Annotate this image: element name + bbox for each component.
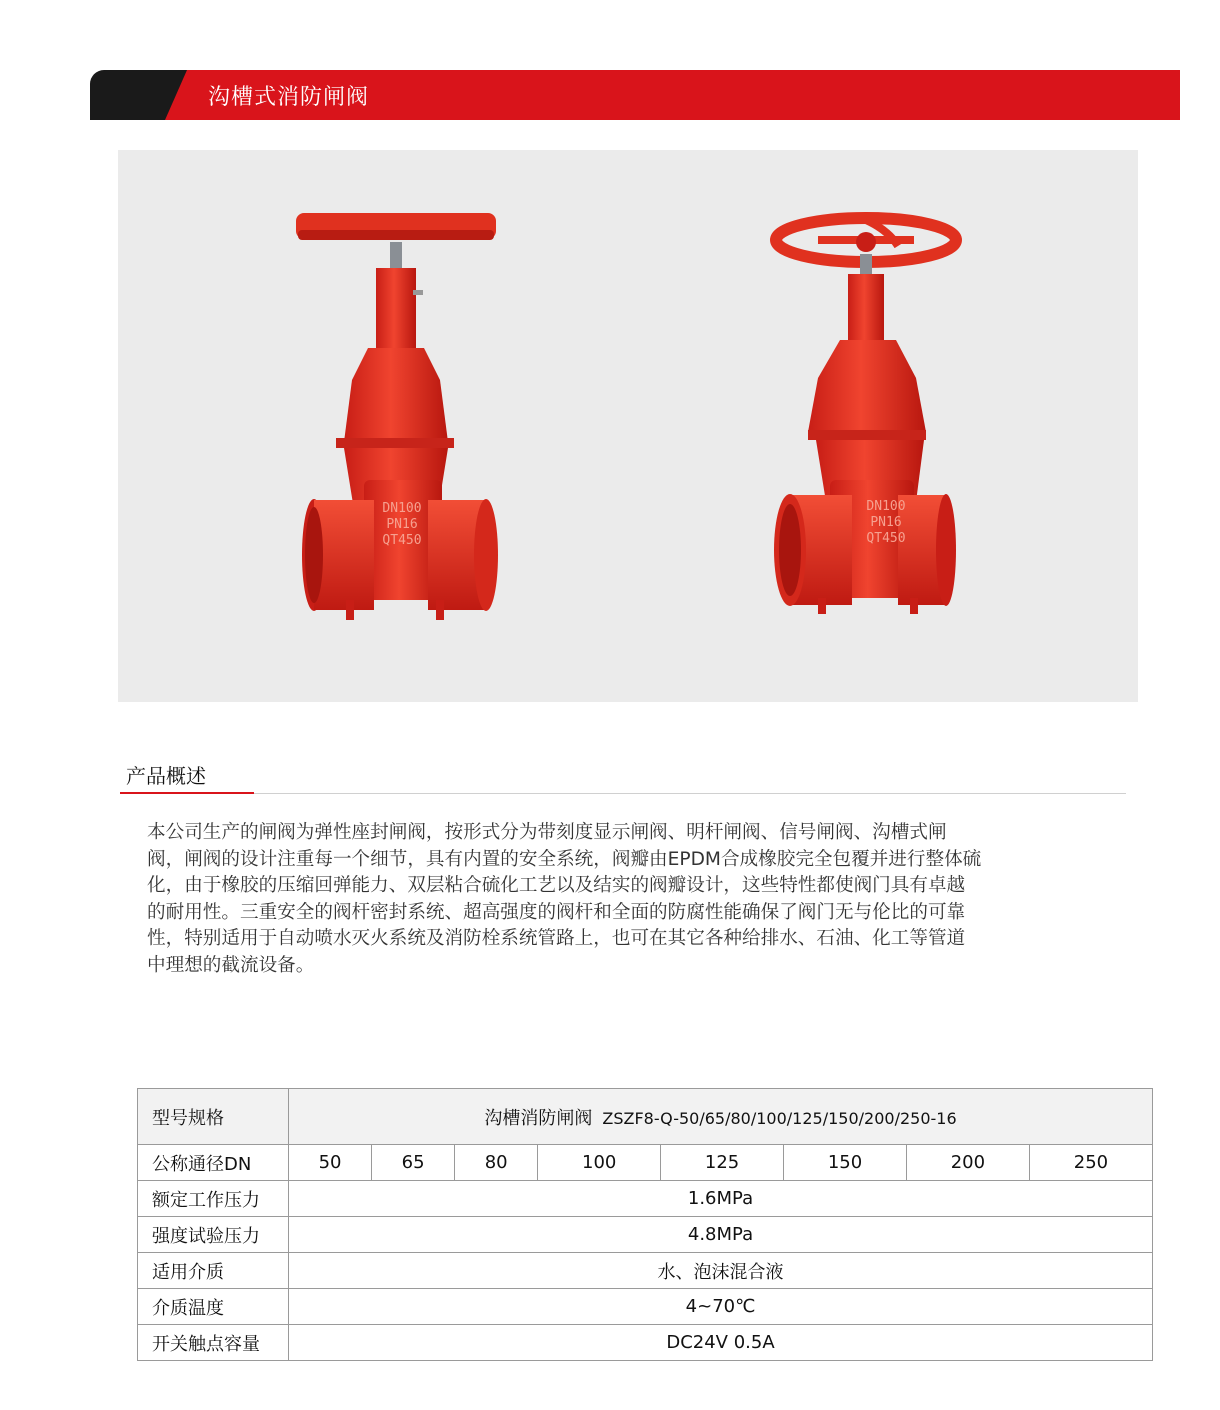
overview-line: 的耐用性。三重安全的阀杆密封系统、超高强度的阀杆和全面的防腐性能确保了阀门无与伦比的可靠 xyxy=(147,901,966,923)
spec-dn-cell: 250 xyxy=(1029,1145,1152,1181)
spec-row-model xyxy=(138,1089,1153,1145)
spec-table xyxy=(137,1088,1153,1361)
spec-model-label: 型号规格 xyxy=(138,1089,289,1145)
spec-dn-cell: 100 xyxy=(538,1145,661,1181)
spec-dn-cell: 50 xyxy=(289,1145,372,1181)
spec-row-value: 1.6MPa xyxy=(289,1181,1153,1217)
valve-left-marking-1: DN100 xyxy=(382,501,422,516)
spec-row-label: 介质温度 xyxy=(138,1289,289,1325)
overview-line: 化，由于橡胶的压缩回弹能力、双层粘合硫化工艺以及结实的阀瓣设计，这些特性都使阀门具有卓越 xyxy=(147,875,966,896)
valve-right xyxy=(774,218,956,614)
spec-row-label: 开关触点容量 xyxy=(138,1325,289,1361)
spec-row-dn xyxy=(138,1145,1153,1181)
spec-dn-label: 公称通径DN xyxy=(138,1145,289,1181)
overview-line: 阀，闸阀的设计注重每一个细节，具有内置的安全系统，阀瓣由EPDM合成橡胶完全包覆并进行整体硫 xyxy=(147,848,982,870)
spec-row xyxy=(138,1289,1153,1325)
valve-left-marking-3: QT450 xyxy=(382,533,422,548)
spec-row-label: 强度试验压力 xyxy=(138,1217,289,1253)
product-photo-panel xyxy=(118,150,1138,702)
valve-right-marking-3: QT450 xyxy=(866,531,906,546)
spec-row-value: 水、泡沫混合液 xyxy=(289,1253,1153,1289)
spec-row-value: DC24V 0.5A xyxy=(289,1325,1153,1361)
spec-row-value: 4.8MPa xyxy=(289,1217,1153,1253)
spec-row-label: 适用介质 xyxy=(138,1253,289,1289)
overview-divider-accent xyxy=(120,792,254,794)
valve-left xyxy=(296,213,498,620)
spec-row xyxy=(138,1253,1153,1289)
spec-row xyxy=(138,1217,1153,1253)
overview-heading: 产品概述 xyxy=(126,764,206,788)
valve-right-marking-1: DN100 xyxy=(866,499,906,514)
spec-dn-cell: 65 xyxy=(372,1145,455,1181)
overview-line: 性，特别适用于自动喷水灭火系统及消防栓系统管路上，也可在其它各种给排水、石油、化工等管道 xyxy=(147,928,966,949)
spec-dn-cell: 150 xyxy=(784,1145,907,1181)
spec-model-value xyxy=(289,1089,1153,1145)
spec-row xyxy=(138,1325,1153,1361)
valve-left-marking-2: PN16 xyxy=(386,517,418,532)
spec-dn-cell: 80 xyxy=(455,1145,538,1181)
overview-text xyxy=(147,820,1147,979)
spec-model-code: ZSZF8-Q-50/65/80/100/125/150/200/250-16 xyxy=(602,1108,957,1128)
valve-right-marking-2: PN16 xyxy=(870,515,902,530)
page-title: 沟槽式消防闸阀 xyxy=(208,85,370,110)
product-photo xyxy=(118,150,1138,702)
spec-dn-cell: 200 xyxy=(906,1145,1029,1181)
header-banner xyxy=(90,70,1180,120)
overview-line: 中理想的截流设备。 xyxy=(147,954,315,976)
spec-row-label: 额定工作压力 xyxy=(138,1181,289,1217)
spec-row-value: 4~70℃ xyxy=(289,1289,1153,1325)
overview-line: 本公司生产的闸阀为弹性座封闸阀，按形式分为带刻度显示闸阀、明杆闸阀、信号闸阀、沟槽式闸 xyxy=(147,822,947,843)
overview-divider xyxy=(120,793,1126,794)
spec-row xyxy=(138,1181,1153,1217)
spec-model-name: 沟槽消防闸阀 xyxy=(484,1107,593,1129)
spec-dn-cell: 125 xyxy=(661,1145,784,1181)
valve-stem-left xyxy=(390,242,402,272)
